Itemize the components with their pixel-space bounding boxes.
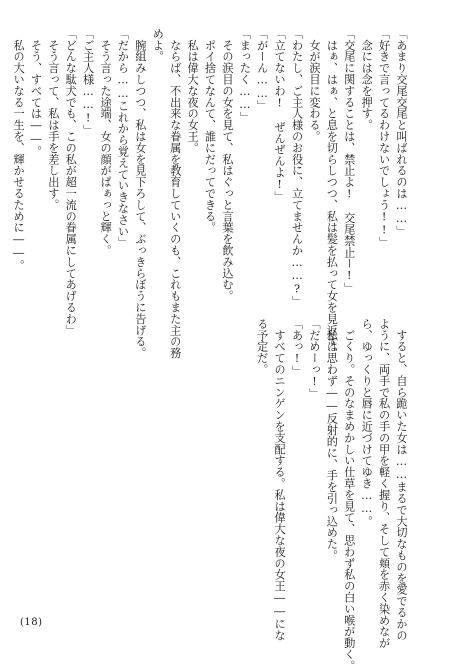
text-line: めよ。 — [151, 28, 165, 63]
text-line: 「交尾に関することは、禁止よ! 交尾禁止ー!」 — [342, 28, 356, 294]
text-line: そう言った途端、女の顔がぱぁっと輝く。 — [99, 28, 113, 256]
text-line: 私は偉大な夜の女王。 — [186, 28, 200, 154]
text-line: ポイ捨てなんて、誰にだってできる。 — [203, 28, 217, 234]
text-line: ごくり。そのなまめかしい仕草を見て、思わず私の白い喉が動く。 — [342, 318, 356, 671]
text-line: 私は思わず――反射的に、手を引っ込めた。 — [325, 318, 339, 561]
text-line: すると、自ら跪いた女は……まるで大切なものを愛でるかの — [395, 318, 408, 641]
text-line: 「好きで言ってるわけないでしょう!!」 — [377, 28, 391, 249]
text-line: 「立てないわ! ぜんぜんよ!」 — [273, 28, 287, 203]
text-line: 「どんな駄犬でも、この私が超一流の眷属にしてあげるわ」 — [64, 28, 78, 336]
text-line: 「わたし、ご主人様のお役に、立てませんか……?」 — [290, 28, 304, 307]
text-line: 私の大いなる一生を、輝かせるために――。 — [12, 28, 26, 271]
text-line: 腕組みしつつ、私は女を見下ろして、ぶっきらぼうに告げる。 — [133, 28, 147, 359]
text-line: る予定だ。 — [255, 318, 269, 375]
text-line: はぁ、はぁ、と息を切らしつつ、私は髪を払って女を見返す。 — [325, 28, 339, 359]
text-line: 「まったく……」 — [238, 28, 252, 123]
text-line: 「だめーっ!」 — [307, 318, 321, 400]
text-line: 念には念を押す。 — [360, 28, 374, 131]
text-line: 「だから……これから覚えていきなさい」 — [116, 28, 130, 249]
text-line: その涙目の女を見て、私はぐっと言葉を飲み込む。 — [220, 28, 234, 302]
text-line: ら、ゆっくりと唇に近づけてゆき……。 — [360, 318, 374, 527]
text-line: すべてのニンゲンを支配する。私は偉大な夜の女王――にな — [273, 318, 287, 641]
page-number: (18) — [20, 617, 43, 628]
text-line: そう言って、私は手を差し出す。 — [46, 28, 60, 211]
text-line: そう、すべては――。 — [29, 28, 43, 157]
text-line: 「がーん……」 — [255, 28, 269, 112]
text-line: 「ご主人様……!」 — [81, 28, 95, 136]
text-line: ように、両手で私の手の甲を軽く握り、そして頬を赤く染めなが — [377, 318, 391, 649]
text-line: 女が涙目に変わる。 — [307, 28, 321, 142]
text-line: 「あまり交尾交尾と叫ばれるのは……」 — [395, 28, 408, 237]
text-line: 「あっ!」 — [290, 318, 304, 377]
text-line: ならば、不出来な眷属を教育していくのも、これもまた主の務 — [168, 28, 182, 359]
text-block-lower — [253, 318, 410, 671]
